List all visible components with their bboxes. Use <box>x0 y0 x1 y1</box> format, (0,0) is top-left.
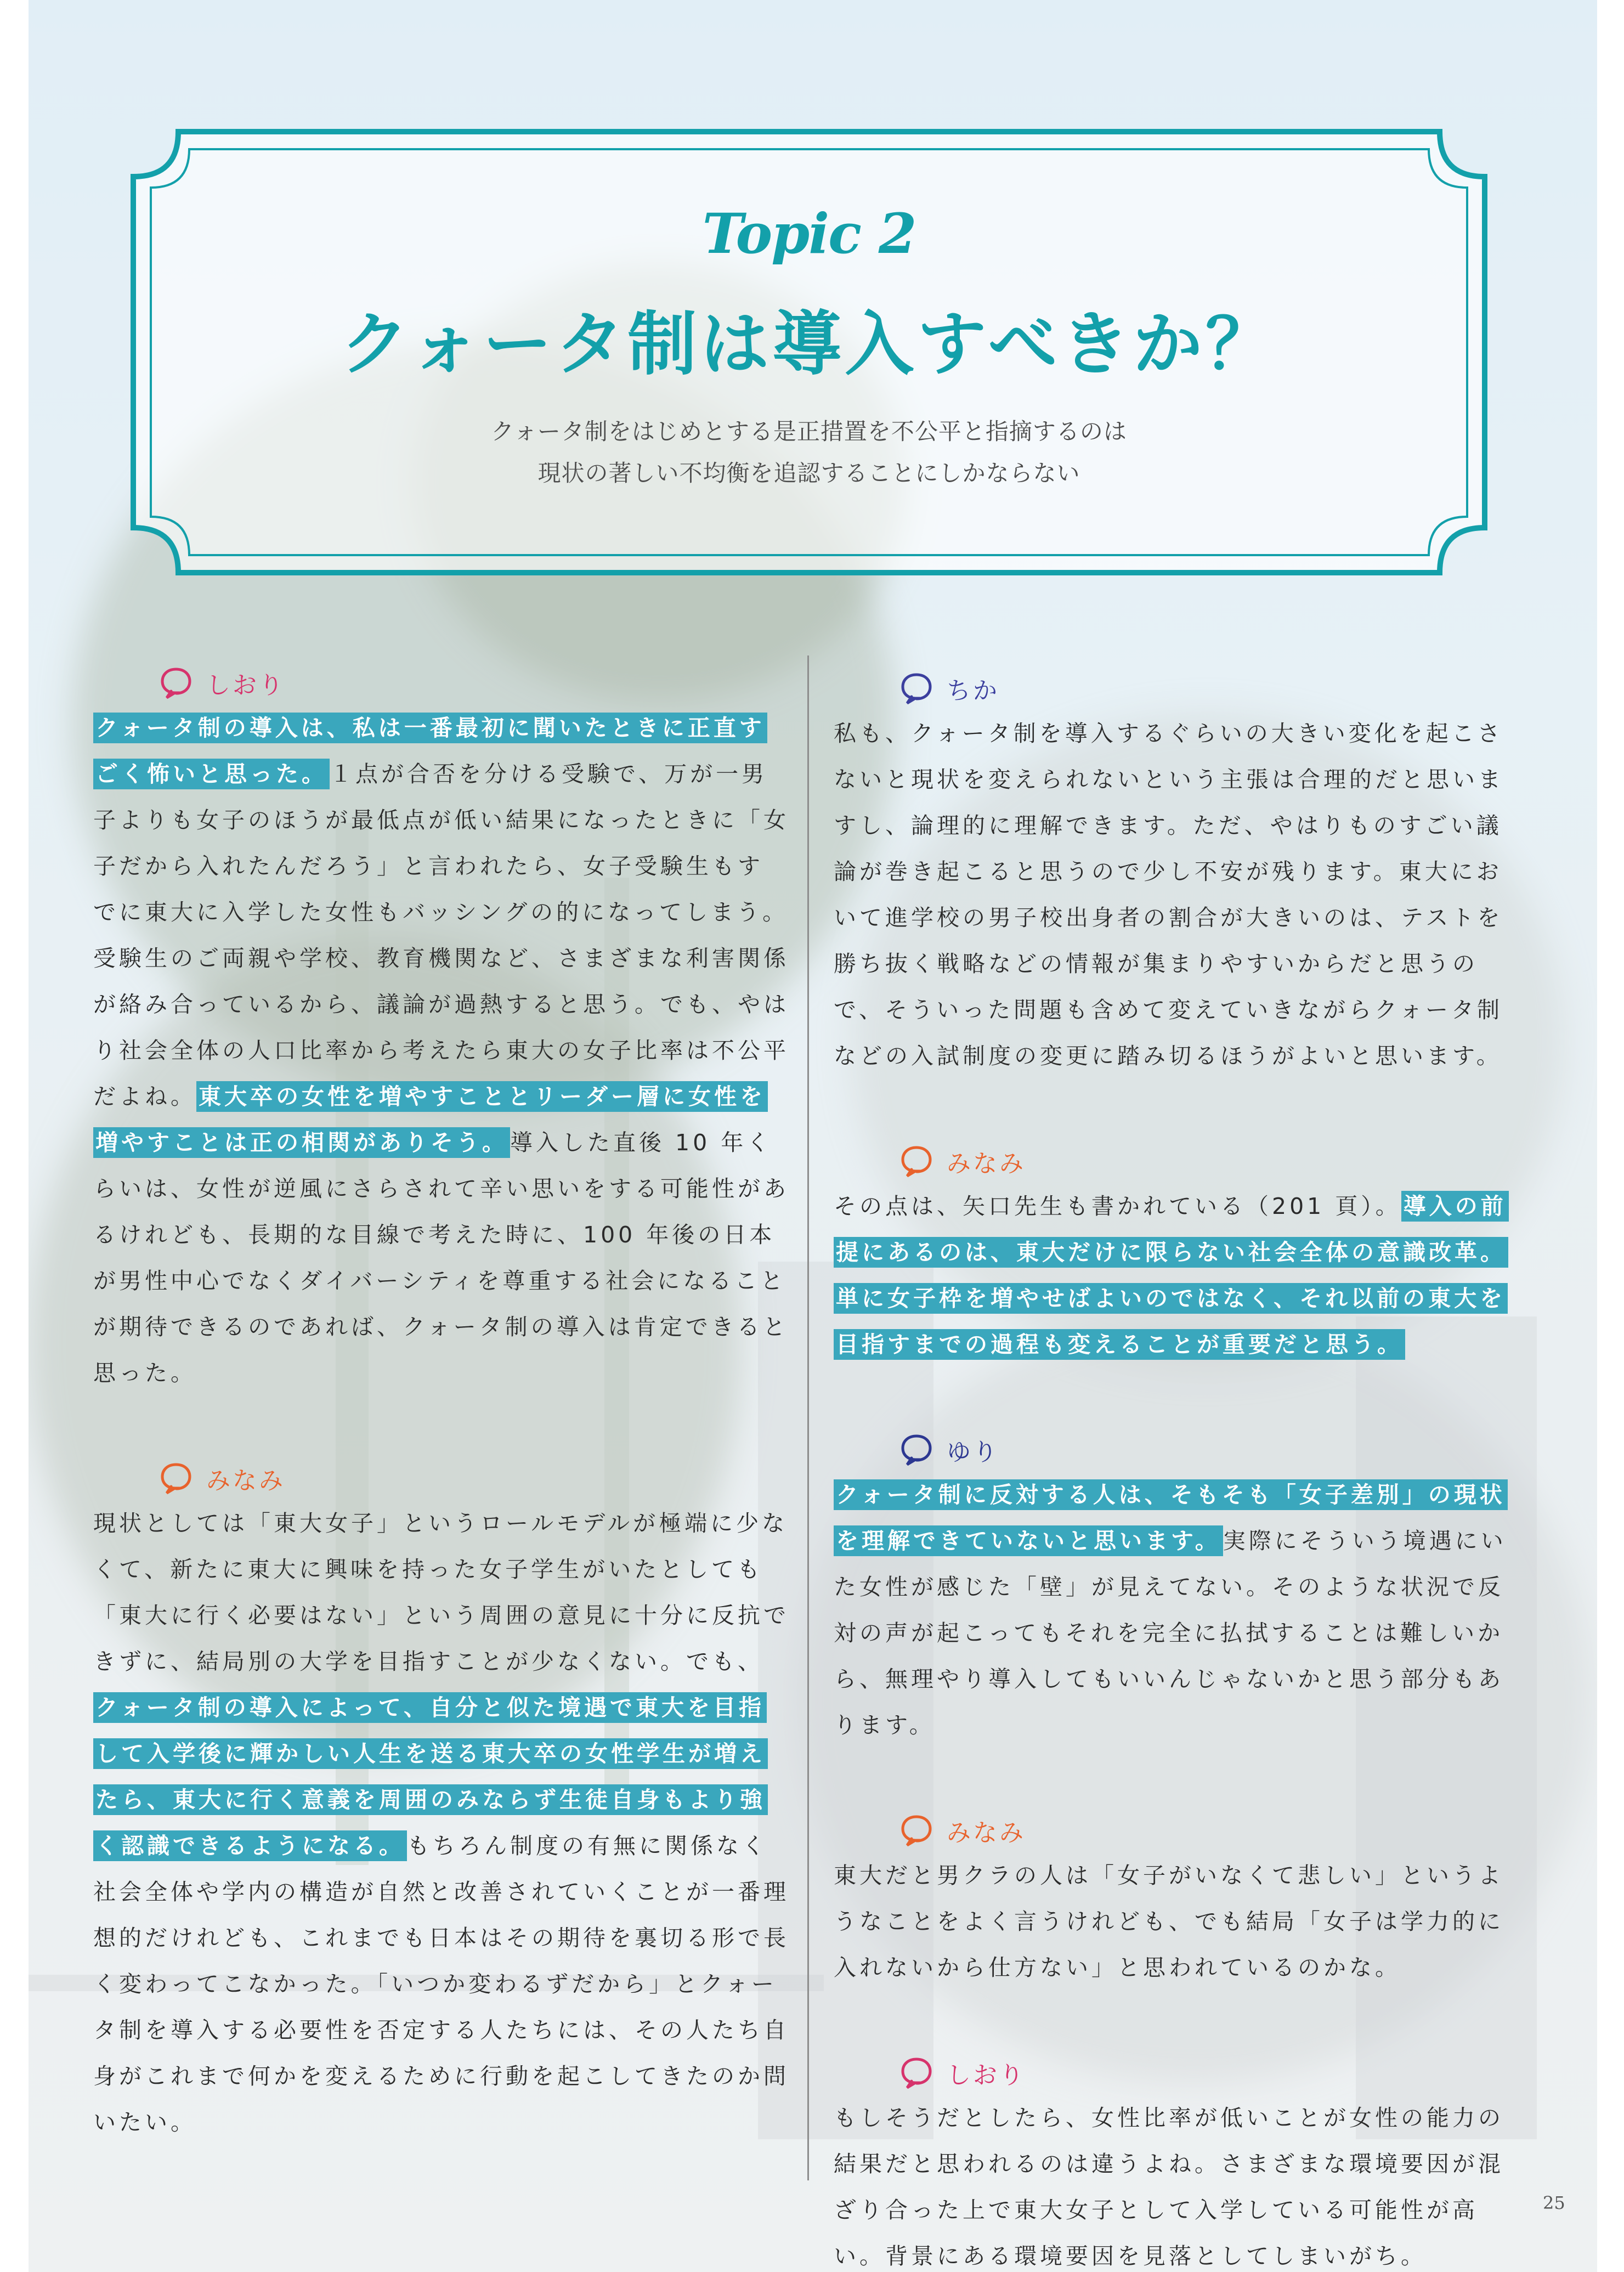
speaker-name: しおり <box>206 671 285 699</box>
highlighted-text: クォータ制の導入は、私は一番最初に聞いたときに正直すごく怖いと思った。 <box>93 713 767 789</box>
highlighted-text: 東大卒の女性を増やすこととリーダー層に女性を増やすことは正の相関がありそう。 <box>93 1081 768 1158</box>
right-column <box>834 666 1525 2272</box>
speaker-name: みなみ <box>947 1150 1026 1178</box>
speech-bubble-icon <box>159 1461 193 1495</box>
speech-bubble-icon <box>899 1433 933 1467</box>
body-text: １点が合否を分ける受験で、万が一男子よりも女子のほうが最低点が低い結果になったときに「女子だから入れたんだろう」と言われたら、女子受験生もすでに東大に入学した女性もバッシングの的になってしまう。受験生のご両親や学校、教育機関など、さまざまな利害関係が絡み合っているから、議論が過熱すると思う。でも、やはり社会全体の人口比率から考えたら東大の女子比率は不公平だよね。 <box>93 761 789 1110</box>
comment-block <box>93 1456 790 2145</box>
lead-line-1: クォータ制をはじめとする是正措置を不公平と指摘するのは <box>491 418 1127 445</box>
speaker-label <box>899 1808 1525 1852</box>
comment-text <box>834 710 1525 1079</box>
left-column <box>93 661 790 2145</box>
comment-text <box>93 705 790 1396</box>
body-text: もちろん制度の有無に関係なく社会全体や学内の構造が自然と改善されていくことが一番理想的だけれども、これまでも日本はその期待を裏切る形で長く変わってこなかった。「いつか変わるずだから」とクォータ制を導入する必要性を否定する人たちには、その人たち自身がこれまで何かを変えるために行動を起こしてきたのか問いたい。 <box>93 1833 789 2135</box>
body-text: 東大だと男クラの人は「女子がいなくて悲しい」というようなことをよく言うけれども、でも結局「女子は学力的に入れないから仕方ない」と思われているのかな。 <box>834 1862 1504 1981</box>
speaker-label <box>159 1456 790 1500</box>
comment-block <box>834 1808 1525 1991</box>
comment-block <box>834 1428 1525 1748</box>
comment-text <box>834 1472 1525 1748</box>
body-text: 私も、クォータ制を導入するぐらいの大きい変化を起こさないと現状を変えられないという主張は合理的だと思いますし、論理的に理解できます。ただ、やはりものすごい議論が巻き起こると思うので少し不安が残ります。東大において進学校の男子校出身者の割合が大きいのは、テストを勝ち抜く戦略などの情報が集まりやすいからだと思うので、そういった問題も含めて変えていきながらクォータ制などの入試制度の変更に踏み切るほうがよいと思います。 <box>834 720 1504 1069</box>
column-divider <box>807 655 809 2180</box>
speech-bubble-icon <box>899 671 933 705</box>
speech-bubble-icon <box>899 1144 933 1178</box>
body-text: 実際にそういう境遇にいた女性が感じた「壁」が見えてない。そのような状況で反対の声が起こってもそれを完全に払拭することは難しいから、無理やり導入してもいいんじゃないかと思う部分もあります。 <box>834 1528 1507 1738</box>
page-title: クォータ制は導入すべきか？ <box>340 304 1278 385</box>
speaker-name: ゆり <box>947 1438 999 1466</box>
highlighted-text: 導入の前提にあるのは、東大だけに限らない社会全体の意識改革。単に女子枠を増やせばよいのではなく、それ以前の東大を目指すまでの過程も変えることが重要だと思う。 <box>834 1191 1509 1360</box>
page-number: 25 <box>1543 2192 1565 2213</box>
body-text: 導入した直後 10 年くらいは、女性が逆風にさらされて辛い思いをする可能性があるけれども、長期的な目線で考えた時に、100 年後の日本が男性中心でなくダイバーシティを尊重する社会になることが期待できるのであれば、クォータ制の導入は肯定できると思った。 <box>93 1129 789 1386</box>
body-text: その点は、矢口先生も書かれている（201 頁）。 <box>834 1193 1401 1219</box>
comment-text <box>834 1183 1525 1367</box>
comment-block <box>93 661 790 1396</box>
speaker-label <box>899 1139 1525 1183</box>
left-margin <box>0 0 29 2272</box>
speech-bubble-icon <box>899 1813 933 1847</box>
speaker-name: しおり <box>947 2061 1026 2089</box>
right-margin <box>1597 0 1624 2272</box>
comment-block <box>834 1139 1525 1367</box>
comment-text <box>834 2095 1525 2272</box>
speaker-name: みなみ <box>206 1467 285 1495</box>
speaker-name: ちか <box>947 677 999 705</box>
speaker-label <box>899 1428 1525 1472</box>
highlighted-text: クォータ制に反対する人は、そもそも「女子差別」の現状を理解できていないと思います。 <box>834 1479 1508 1556</box>
body-text: 現状としては「東大女子」というロールモデルが極端に少なくて、新たに東大に興味を持った女子学生がいたとしても「東大に行く必要はない」という周囲の意見に十分に反抗できずに、結局別の大学を目指すことが少なくない。でも、 <box>93 1510 789 1675</box>
speaker-label <box>899 666 1525 710</box>
topic-label: Topic 2 <box>702 201 916 266</box>
comment-block <box>834 2051 1525 2272</box>
speaker-name: みなみ <box>947 1819 1026 1847</box>
speech-bubble-icon <box>899 2056 933 2090</box>
comment-text <box>93 1500 790 2145</box>
speaker-label <box>899 2051 1525 2095</box>
comment-text <box>834 1852 1525 1991</box>
speech-bubble-icon <box>159 666 193 700</box>
lead-line-2: 現状の著しい不均衡を追認することにしかならない <box>537 460 1080 487</box>
speaker-label <box>159 661 790 705</box>
highlighted-text: クォータ制の導入によって、自分と似た境遇で東大を目指して入学後に輝かしい人生を送る東大卒の女性学生が増えたら、東大に行く意義を周囲のみならず生徒自身もより強く認識できるようになる。 <box>93 1692 768 1861</box>
title-frame <box>129 127 1489 577</box>
body-text: もしそうだとしたら、女性比率が低いことが女性の能力の結果だと思われるのは違うよね。さまざまな環境要因が混ざり合った上で東大女子として入学している可能性が高い。背景にある環境要因を見落としてしまいがち。 <box>834 2105 1504 2269</box>
comment-block <box>834 666 1525 1079</box>
